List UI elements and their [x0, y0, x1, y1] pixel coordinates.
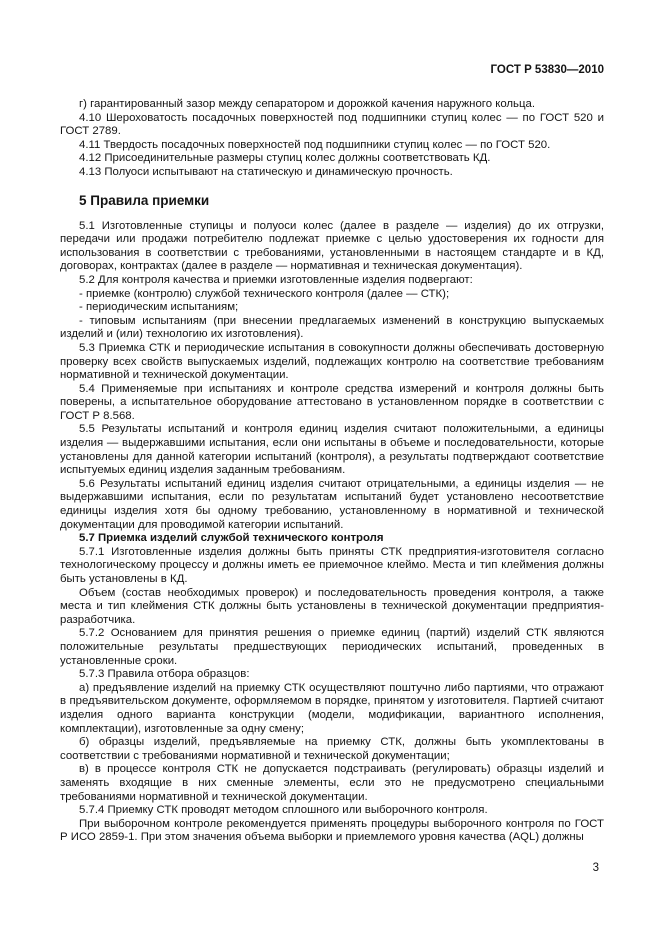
paragraph: б) образцы изделий, предъявляемые на приемку СТК, должны быть укомплектованы в соответствии с требованиями нормативной и технической документации;: [60, 736, 604, 762]
paragraph: 5.7.4 Приемку СТК проводят методом сплошного или выборочного контроля.: [79, 804, 488, 817]
paragraph: 5.4 Применяемые при испытаниях и контроле средства измерений и контроля должны быть поверены, а испытательное оборудование аттестовано в установленном порядке в соответствии с ГОСТ Р 8.568.: [60, 382, 604, 422]
paragraph: 5.7.2 Основанием для принятия решения о приемке единиц (партий) изделий СТК являются положительные результаты предшествующих периодических испытаний, проведенных в установленные сроки.: [60, 627, 604, 667]
paragraph: 5.5 Результаты испытаний и контроля единиц изделия считают положительными, а единицы изделия — выдержавшими испытания, если они испытаны в объеме и последовательности, которые установлены для данной категории испытаний (контроля), а результаты подтверждают соответствие испытуемых единиц изделия заданным требованиям.: [60, 423, 604, 477]
paragraph: 4.10 Шероховатость посадочных поверхностей под подшипники ступиц колес — по ГОСТ 520 и ГОСТ 2789.: [60, 111, 604, 138]
paragraph: При выборочном контроле рекомендуется применять процедуры выборочного контроля по ГОСТ Р ИСО 2859-1. При этом значения объема выборки и приемлемого уровня качества (AQL) должны: [60, 817, 604, 844]
document-body: [60, 98, 604, 845]
paragraph: - приемке (контролю) службой технического контроля (далее — СТК);: [79, 287, 450, 300]
paragraph: 5.3 Приемка СТК и периодические испытания в совокупности должны обеспечивать достоверную проверку всех свойств выпускаемых изделий, подлежащих контролю на соответствие требованиям нормативной и технической документации.: [60, 341, 604, 382]
paragraph: а) предъявление изделий на приемку СТК осуществляют поштучно либо партиями, что отражают в предъявительском документе, оформляемом в порядке, принятом у изготовителя. Партией считают изделия одного варианта конструкции (модели, модификации, вариантного исполнения, комплектации), изготовленные за одну смену;: [60, 681, 604, 735]
paragraph: 4.12 Присоединительные размеры ступиц колес должны соответствовать КД.: [79, 152, 491, 165]
page-number: 3: [592, 862, 599, 874]
paragraph: 5.7.1 Изготовленные изделия должны быть приняты СТК предприятия-изготовителя согласно технологическому процессу и должны иметь ее приемочное клеймо. Места и тип клеймения должны быть установлены в КД.: [60, 545, 604, 585]
paragraph: - периодическим испытаниям;: [79, 301, 239, 314]
paragraph: 4.13 Полуоси испытывают на статическую и динамическую прочность.: [79, 165, 453, 178]
paragraph: 4.11 Твердость посадочных поверхностей под подшипники ступиц колес — по ГОСТ 520.: [79, 138, 551, 151]
section-heading: 5 Правила приемки: [79, 192, 210, 208]
doc-number: ГОСТ Р 53830—2010: [490, 64, 604, 76]
paragraph: 5.2 Для контроля качества и приемки изготовленные изделия подвергают:: [79, 273, 473, 286]
paragraph: в) в процессе контроля СТК не допускается подстраивать (регулировать) образцы изделий и заменять входящие в них сменные элементы, если это не предусмотрено специальными требованиями нормативной и технической документации.: [60, 763, 604, 803]
paragraph: - типовым испытаниям (при внесении предлагаемых изменений в конструкцию выпускаемых изделий и (или) технологию их изготовления).: [60, 314, 604, 341]
paragraph: 5.7.3 Правила отбора образцов:: [79, 668, 250, 681]
paragraph: Объем (состав необходимых проверок) и последовательность проведения контроля, а также места и тип клеймения СТК должны быть установлены в технической документации предприятия-разработчика.: [60, 586, 604, 626]
paragraph: г) гарантированный зазор между сепаратором и дорожкой качения наружного кольца.: [79, 98, 536, 110]
paragraph: 5.6 Результаты испытаний единиц изделия считают отрицательными, а единицы изделия — не выдержавшими испытания, если по результатам испытаний будет установлено несоответствие единицы изделия хотя бы одному требованию, установленному в нормативной и технической документации для проводимой категории испытаний.: [60, 477, 604, 531]
paragraph: 5.7 Приемка изделий службой технического контроля: [79, 532, 384, 545]
paragraph: 5.1 Изготовленные ступицы и полуоси колес (далее в разделе — изделия) до их отгрузки, передачи или продажи потребителю подлежат приемке с целью удостоверения их годности для использования в соответствии с требованиями, установленными в настоящем стандарте и в КД, договорах, контрактах (далее в разделе — нормативная и техническая документация).: [60, 219, 604, 273]
